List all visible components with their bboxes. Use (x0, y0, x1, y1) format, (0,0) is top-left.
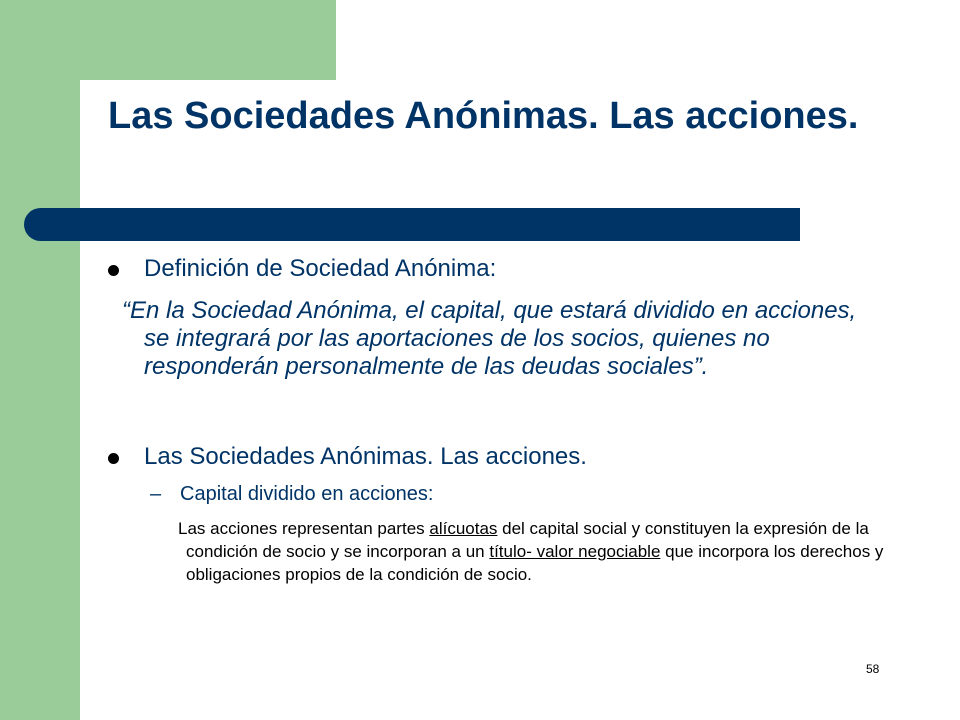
definition-quote: “En la Sociedad Anónima, el capital, que estará dividido en acciones, se integrará por las aportaciones de los socios, quienes no responderán personalmente de las deudas sociales”. (122, 297, 857, 380)
bullet-dot-icon (108, 453, 119, 464)
green-accent-top (80, 0, 336, 80)
underlined-term-alicuotas: alícuotas (429, 519, 498, 538)
dash-marker: – (150, 483, 162, 505)
paragraph-text: del capital social y constituyen la expresión de la condición de socio y se incorporan a un (186, 519, 869, 561)
page-number: 58 (866, 662, 880, 676)
acciones-paragraph (178, 517, 916, 586)
bullet-label: Las Sociedades Anónimas. Las acciones. (144, 443, 587, 470)
underlined-term-titulo-valor: título- valor negociable (489, 542, 661, 561)
bullet-label: Definición de Sociedad Anónima: (144, 255, 497, 282)
title-underline-bar (24, 208, 800, 241)
paragraph-text: que incorpora los derechos y obligaciones propios de la condición de socio. (186, 542, 884, 584)
paragraph-text: Las acciones representan partes (178, 519, 430, 538)
slide-title: Las Sociedades Anónimas. Las acciones. (108, 95, 859, 137)
bullet-dot-icon (108, 265, 119, 276)
green-accent-left (0, 0, 80, 720)
sub-bullet-label: Capital dividido en acciones: (180, 483, 434, 505)
